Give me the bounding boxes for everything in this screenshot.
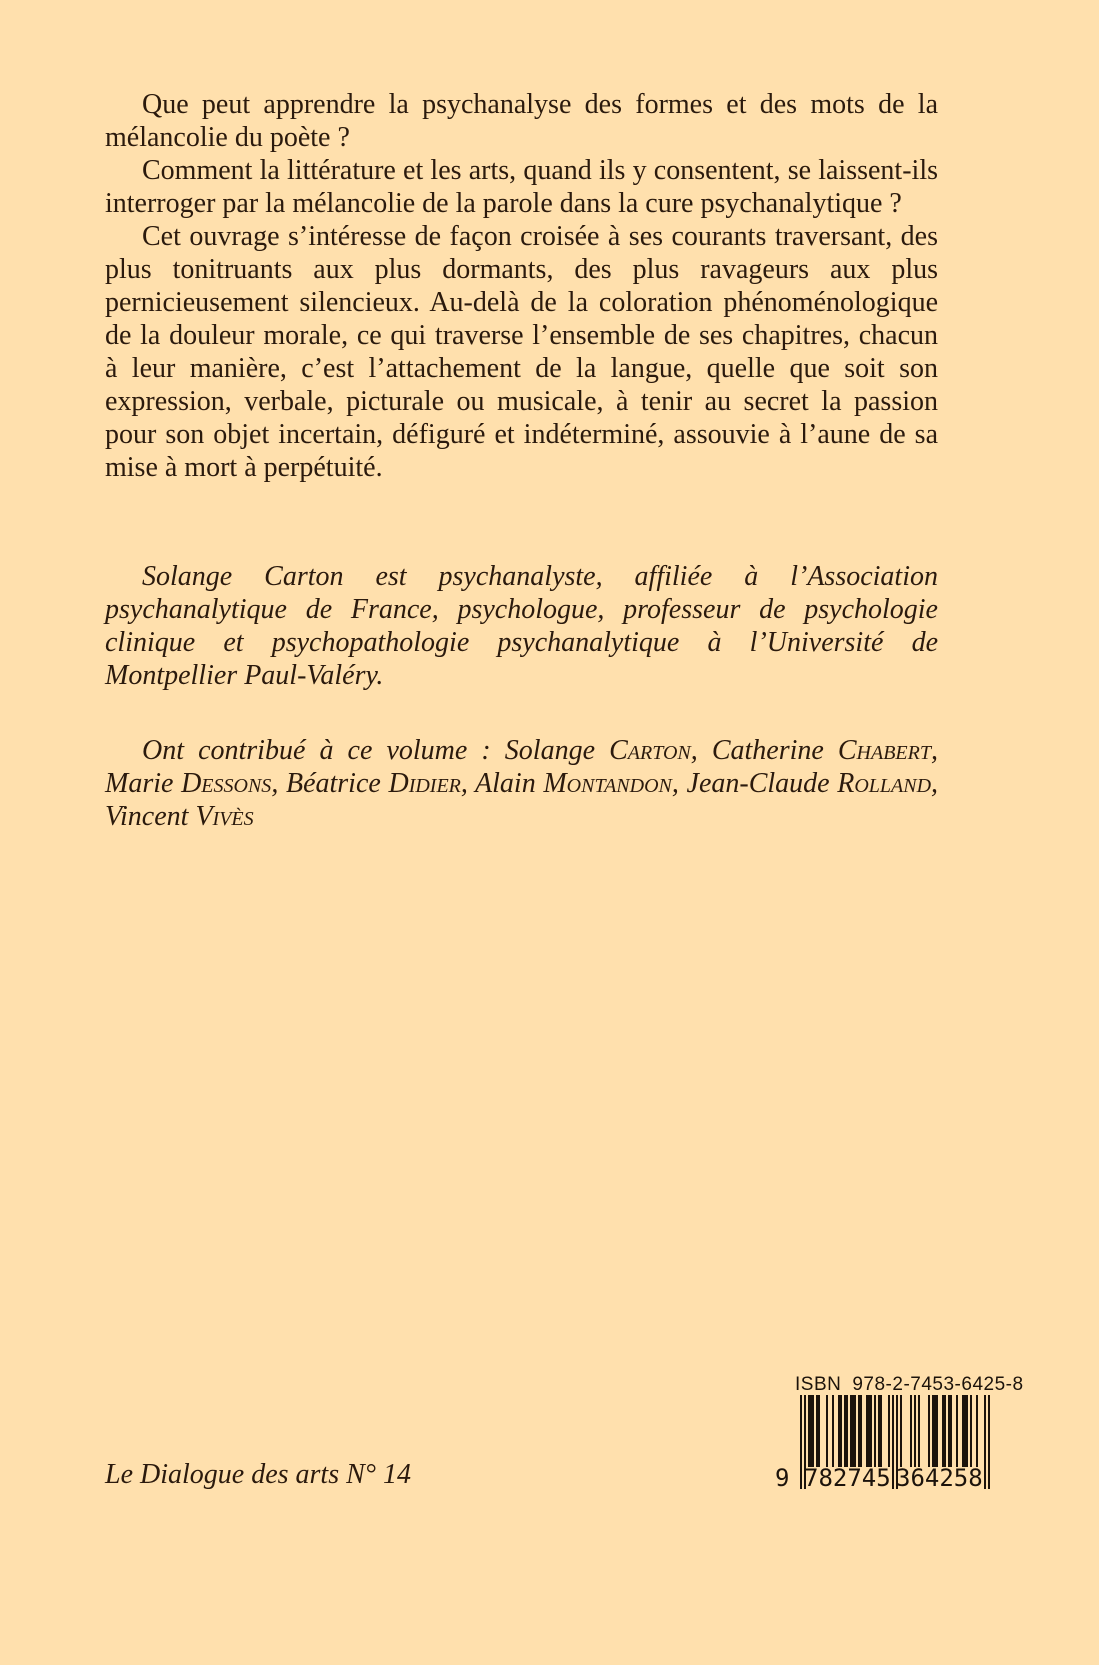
contributor-surname: Didier (388, 768, 461, 799)
back-cover-text (105, 88, 938, 833)
contributors-paragraph (105, 734, 938, 833)
isbn-number: 978-2-7453-6425-8 (852, 1374, 1024, 1395)
contributor-separator: , (271, 768, 286, 799)
contributor-separator: , (930, 735, 938, 766)
isbn-line (795, 1374, 1024, 1396)
contributor-surname: Montandon (543, 768, 672, 799)
author-bio: Solange Carton est psychanalyste, affiliée à l’Association psychanalytique de France, psychologue, professeur de psychologie clinique et psychopathologie psychanalytique à l’Université de Montpellier Paul-Valéry. (105, 561, 938, 691)
contributor-first-name: Marie (105, 768, 182, 799)
contributor-surname: Vivès (195, 801, 254, 832)
contributor-separator: , (460, 768, 476, 799)
barcode-digits-right: 364258 (896, 1464, 983, 1492)
contributor-first-name: Catherine (711, 735, 838, 766)
contributor-surname: Rolland (837, 768, 932, 799)
blurb-paragraph-1: Que peut apprendre la psychanalyse des formes et des mots de la mélancolie du poète ? (105, 89, 938, 153)
contributor-separator: , (671, 768, 687, 799)
isbn-label: ISBN (795, 1374, 842, 1395)
contributor-surname: Chabert (837, 735, 931, 766)
contributors-intro: Ont contribué à ce volume : (142, 735, 505, 766)
contributor-surname: Dessons (181, 768, 272, 799)
contributor-first-name: Solange (504, 735, 610, 766)
contributor-first-name: Jean-Claude (686, 768, 838, 799)
contributor-first-name: Béatrice (285, 768, 389, 799)
contributor-separator: , (931, 768, 939, 799)
contributor-first-name: Vincent (105, 801, 196, 832)
contributor-first-name: Alain (475, 768, 544, 799)
blurb-paragraph-3: Cet ouvrage s’intéresse de façon croisée à ses courants traversant, des plus tonitruants aux plus dormants, des plus ravageurs aux plus pernicieusement silencieux. Au-delà de la coloration phénoménologique de la douleur morale, ce qui traverse l’ensemble de ses chapitres, chacun à leur manière, c’est l’attachement de la langue, quelle que soit son expression, verbale, picturale ou musicale, à tenir au secret la passion pour son objet incertain, défiguré et indéterminé, assouvie à l’aune de sa mise à mort à perpétuité. (105, 221, 938, 483)
isbn-barcode-block (775, 1374, 1024, 1500)
barcode-digit-lead: 9 (775, 1464, 790, 1492)
blurb-paragraph-2: Comment la littérature et les arts, quand ils y consentent, se laissent-ils interroger par la mélancolie de la parole dans la cure psychanalytique ? (105, 155, 938, 219)
barcode-digits-left: 782745 (804, 1464, 891, 1492)
series-title: Le Dialogue des arts N° 14 (105, 1459, 411, 1490)
contributor-surname: Carton (609, 735, 691, 766)
contributor-separator: , (690, 735, 712, 766)
